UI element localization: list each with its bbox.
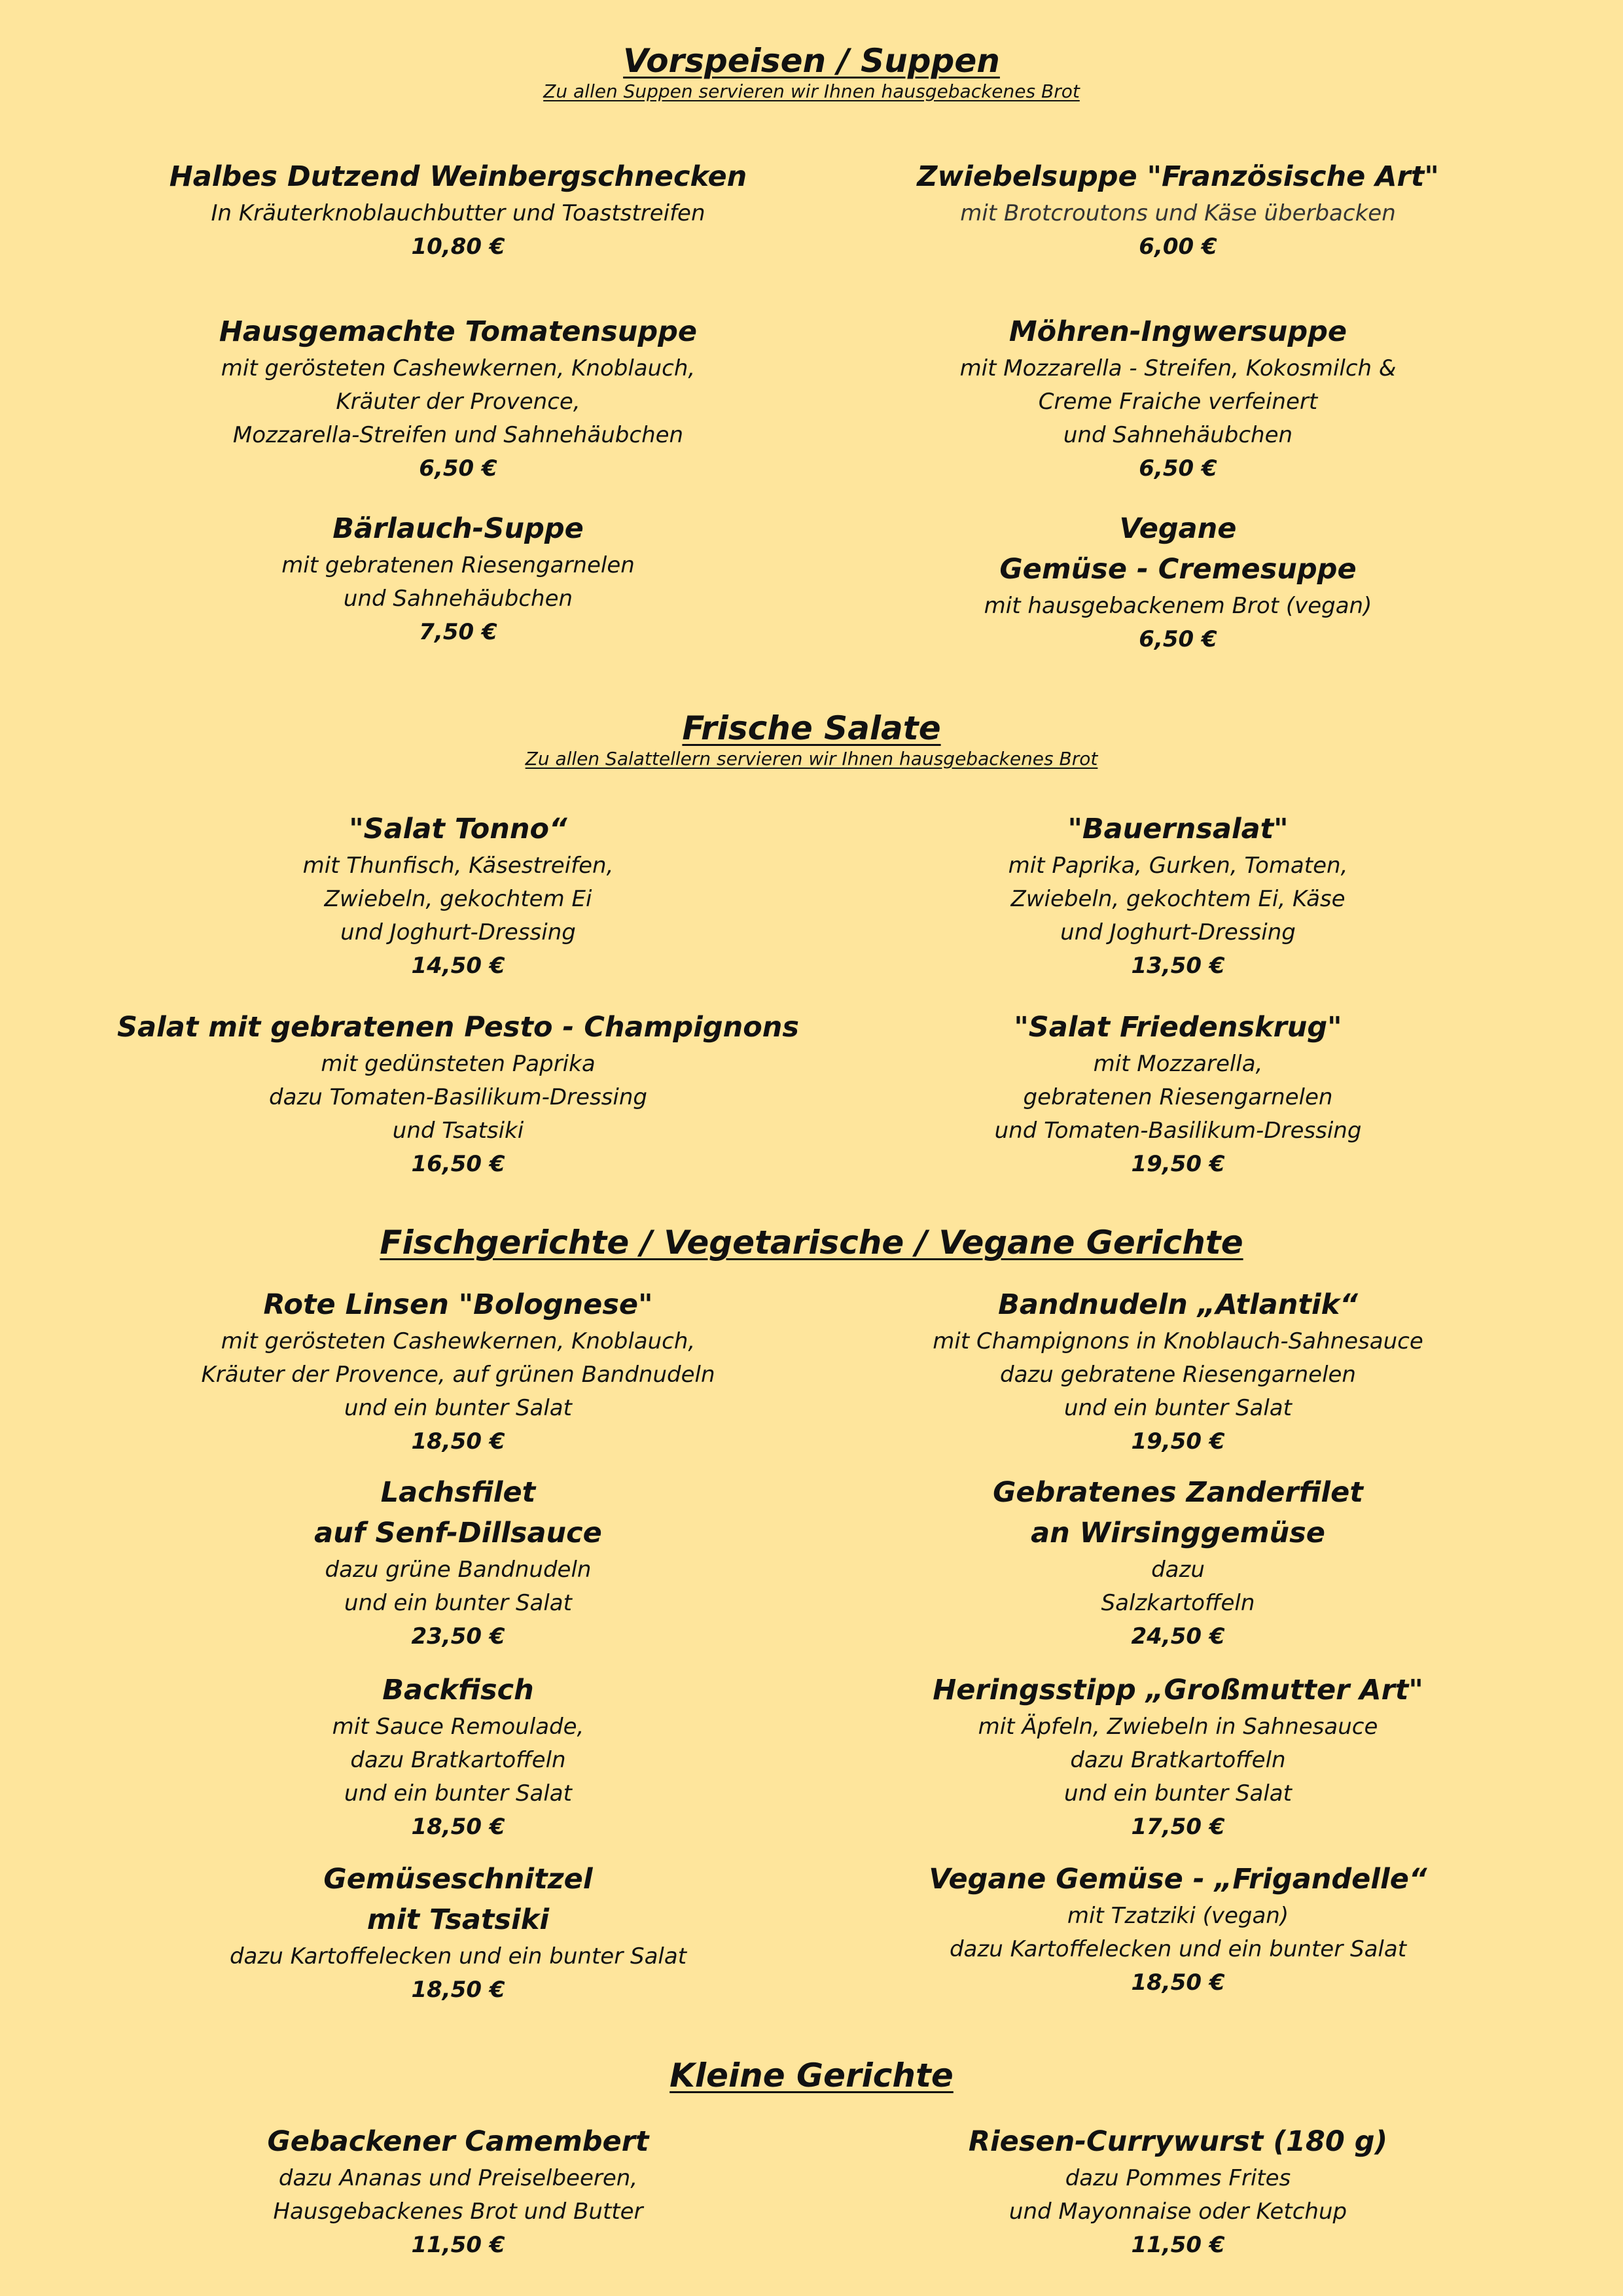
item-price: 6,50 € [419, 455, 497, 482]
item-description: und ein bunter Salat [1064, 1395, 1292, 1421]
item-description: Creme Fraiche verfeinert [1038, 389, 1318, 415]
item-description: dazu Kartoffelecken und ein bunter Salat [949, 1936, 1407, 1962]
item-name: an Wirsinggemüse [1031, 1517, 1325, 1549]
item-description: mit Sauce Remoulade, [332, 1714, 584, 1740]
item-price: 11,50 € [1131, 2232, 1225, 2258]
section-header-hauptgerichte [0, 1222, 1623, 1263]
item-description: dazu [1151, 1557, 1205, 1583]
item-description: dazu Kartoffelecken und ein bunter Salat [229, 1943, 687, 1969]
section-header-kleine-gerichte [0, 2055, 1623, 2096]
item-description: Zwiebeln, gekochtem Ei [324, 886, 592, 912]
item-name: Gemüseschnitzel [323, 1863, 593, 1896]
menu-item [65, 1007, 851, 1181]
item-description: dazu Pommes Frites [1065, 2165, 1291, 2191]
item-description: mit Mozzarella - Streifen, Kokosmilch & [959, 355, 1397, 381]
menu-item [812, 1284, 1544, 1458]
menu-item [812, 809, 1544, 983]
item-name: Vegane [1119, 512, 1237, 545]
section-note: Zu allen Suppen servieren wir Ihnen hausgebackenes Brot [543, 80, 1080, 102]
menu-item [92, 1284, 825, 1458]
item-name: Gemüse - Cremesuppe [999, 553, 1357, 586]
item-description: mit Mozzarella, [1093, 1051, 1263, 1077]
item-description: mit Äpfeln, Zwiebeln in Sahnesauce [978, 1714, 1378, 1740]
item-name: "Salat Tonno“ [349, 813, 567, 845]
section-title: Fischgerichte / Vegetarische / Vegane Gerichte [380, 1224, 1243, 1262]
menu-item [92, 1859, 825, 2007]
item-description: Kräuter der Provence, auf grünen Bandnudeln [201, 1362, 715, 1388]
item-price: 7,50 € [419, 619, 497, 645]
item-name: "Salat Friedenskrug" [1014, 1011, 1342, 1044]
section-title: Frische Salate [682, 709, 941, 747]
item-name: Gebackener Camembert [267, 2125, 649, 2158]
item-description: und Sahnehäubchen [1063, 422, 1293, 448]
menu-item [812, 311, 1544, 486]
item-price: 17,50 € [1131, 1814, 1225, 1840]
item-description: und Tomaten-Basilikum-Dressing [994, 1118, 1362, 1144]
item-description: und ein bunter Salat [344, 1780, 572, 1807]
menu-item [812, 508, 1544, 656]
section-header-vorspeisen [0, 41, 1623, 105]
item-description: und Joghurt-Dressing [1060, 919, 1296, 945]
item-name: Rote Linsen "Bolognese" [263, 1288, 653, 1321]
item-price: 18,50 € [1131, 1969, 1225, 1996]
item-description: mit Tzatziki (vegan) [1067, 1903, 1289, 1929]
item-price: 23,50 € [411, 1623, 505, 1650]
item-description: mit Champignons in Knoblauch-Sahnesauce [933, 1328, 1423, 1354]
item-description: und ein bunter Salat [344, 1590, 572, 1616]
item-description: dazu grüne Bandnudeln [325, 1557, 592, 1583]
item-price: 10,80 € [411, 234, 505, 260]
menu-item [812, 2121, 1544, 2262]
menu-item [92, 809, 825, 983]
item-description: gebratenen Riesengarnelen [1023, 1084, 1333, 1110]
section-title: Vorspeisen / Suppen [623, 42, 1000, 80]
item-name: Backfisch [382, 1674, 534, 1706]
item-price: 11,50 € [411, 2232, 505, 2258]
item-name: Riesen-Currywurst (180 g) [968, 2125, 1388, 2158]
menu-item [812, 1007, 1544, 1181]
item-description: mit gerösteten Cashewkernen, Knoblauch, [221, 1328, 696, 1354]
menu-item [92, 508, 825, 649]
item-description: mit hausgebackenem Brot (vegan) [984, 593, 1372, 619]
item-description: mit Thunfisch, Käsestreifen, [302, 853, 614, 879]
item-description: und Tsatsiki [392, 1118, 524, 1144]
item-price: 18,50 € [411, 1814, 505, 1840]
item-description: In Kräuterknoblauchbutter und Toaststreifen [211, 200, 705, 226]
menu-item [92, 1670, 825, 1844]
item-name: mit Tsatsiki [366, 1903, 550, 1936]
item-name: auf Senf-Dillsauce [314, 1517, 602, 1549]
menu-item [92, 1472, 825, 1653]
item-price: 6,00 € [1139, 234, 1217, 260]
item-description: mit gerösteten Cashewkernen, Knoblauch, [221, 355, 696, 381]
item-price: 19,50 € [1131, 1151, 1225, 1177]
item-price: 24,50 € [1131, 1623, 1225, 1650]
item-name: Vegane Gemüse - „Frigandelle“ [929, 1863, 1427, 1896]
item-description: mit Brotcroutons und Käse überbacken [960, 200, 1396, 226]
item-description: Zwiebeln, gekochtem Ei, Käse [1010, 886, 1346, 912]
item-name: Gebratenes Zanderfilet [993, 1476, 1363, 1509]
item-description: und ein bunter Salat [344, 1395, 572, 1421]
item-description: und Mayonnaise oder Ketchup [1008, 2199, 1347, 2225]
item-price: 19,50 € [1131, 1428, 1225, 1455]
item-price: 6,50 € [1139, 626, 1217, 652]
item-price: 13,50 € [1131, 953, 1225, 979]
menu-item [812, 1472, 1544, 1653]
item-price: 16,50 € [411, 1151, 505, 1177]
item-description: und ein bunter Salat [1064, 1780, 1292, 1807]
item-description: dazu Bratkartoffeln [350, 1747, 566, 1773]
menu-item [92, 2121, 825, 2262]
menu-item [92, 311, 825, 486]
item-price: 6,50 € [1139, 455, 1217, 482]
item-description: Kräuter der Provence, [336, 389, 580, 415]
item-description: dazu gebratene Riesengarnelen [1000, 1362, 1356, 1388]
section-header-salate [0, 708, 1623, 772]
item-description: und Joghurt-Dressing [340, 919, 576, 945]
item-name: Salat mit gebratenen Pesto - Champignons [116, 1011, 799, 1044]
item-name: Halbes Dutzend Weinbergschnecken [169, 160, 747, 193]
item-name: Bärlauch-Suppe [332, 512, 584, 545]
item-description: mit gebratenen Riesengarnelen [281, 552, 635, 578]
item-description: Hausgebackenes Brot und Butter [273, 2199, 643, 2225]
item-description: Mozzarella-Streifen und Sahnehäubchen [232, 422, 684, 448]
menu-item [812, 156, 1544, 264]
item-name: Möhren-Ingwersuppe [1008, 315, 1347, 348]
section-title: Kleine Gerichte [669, 2057, 954, 2094]
item-name: Heringsstipp „Großmutter Art" [933, 1674, 1423, 1706]
item-name: Lachsfilet [380, 1476, 536, 1509]
item-description: dazu Bratkartoffeln [1070, 1747, 1286, 1773]
item-description: mit Paprika, Gurken, Tomaten, [1008, 853, 1348, 879]
item-name: Zwiebelsuppe "Französische Art" [917, 160, 1439, 193]
item-description: dazu Ananas und Preiselbeeren, [278, 2165, 638, 2191]
menu-item [812, 1859, 1544, 2000]
item-price: 14,50 € [411, 953, 505, 979]
item-name: Bandnudeln „Atlantik“ [998, 1288, 1358, 1321]
item-price: 18,50 € [411, 1428, 505, 1455]
item-name: "Bauernsalat" [1067, 813, 1289, 845]
item-description: mit gedünsteten Paprika [321, 1051, 596, 1077]
item-name: Hausgemachte Tomatensuppe [219, 315, 698, 348]
item-price: 18,50 € [411, 1977, 505, 2003]
item-description: und Sahnehäubchen [343, 586, 573, 612]
item-description: Salzkartoffeln [1101, 1590, 1255, 1616]
menu-item [812, 1670, 1544, 1844]
section-note: Zu allen Salattellern servieren wir Ihnen hausgebackenes Brot [525, 748, 1098, 769]
menu-item [92, 156, 825, 264]
item-description: dazu Tomaten-Basilikum-Dressing [269, 1084, 647, 1110]
